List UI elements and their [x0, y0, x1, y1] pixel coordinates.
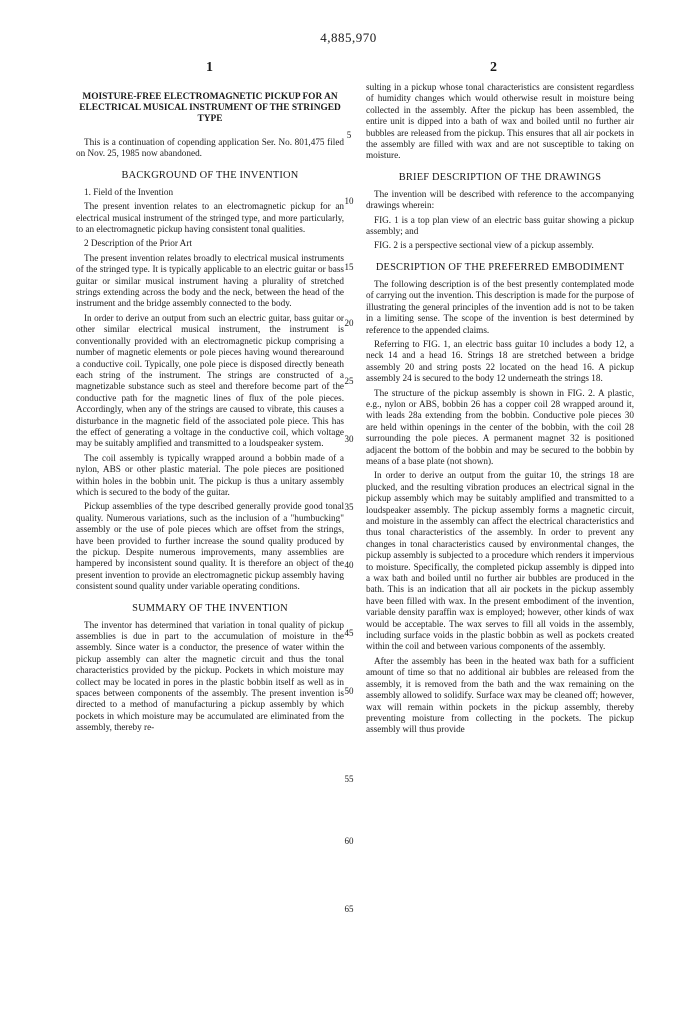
line-number: 35: [344, 502, 354, 512]
line-number: 50: [344, 686, 354, 696]
line-number: 10: [344, 196, 354, 206]
paragraph: In order to derive an output from the guitar 10, the strings 18 are plucked, and the resulting vibration produces an electrical signal in the pickup assembly which may be suitably amplified and transmitted to a loudspeaker assembly. The pickup assembly forms a magnetic circuit, and moisture in the assembly can affect the electrical characteristics and thus tonal characteristics of the assembly. In order to prevent any changes in tonal characteristics caused by environmental changes, the pickup assembly is subjected to a procedure which renders it impervious to moisture. Specifically, the completed pickup assembly is dipped into a wax bath and boiled until no further air bubbles are produced in the bath. This is an indication that all air pockets in the pickup assembly have been filled with wax. In the present embodiment of the invention, variable density paraffin wax is employed; however, other kinds of wax would be acceptable. The wax serves to fill all voids in the assembly, including surface voids in the plastic bobbin as well as pockets created within the coil and between various components of the assembly.: [366, 470, 634, 652]
paragraph: sulting in a pickup whose tonal characteristics are consistent regardless of humidity changes which would otherwise result in moisture being collected in the assembly. After the pickup has been assembled, the entire unit is dipped into a bath of wax and boiled until no further air bubbles are released from the pickup. This ensures that all air pockets in the assembly are filled with wax and are not susceptible to taking on moisture.: [366, 82, 634, 161]
paragraph: FIG. 1 is a top plan view of an electric bass guitar showing a pickup assembly; and: [366, 214, 634, 237]
paragraph: The inventor has determined that variation in tonal quality of pickup assemblies is due in part to the accumulation of moisture in the assembly. Since water is a conductor, the presence of water within the pickup assembly can alter the magnetic circuit and thus the tonal characteristics provided by the pickup. Pockets in which moisture may collect may be located in pores in the plastic bobbin itself as well as in spaces between components of the assembly. The present invention is directed to a method of manufacturing a pickup assembly by which pockets in which moisture may be accumulated are eliminated from the assembly, thereby re-: [76, 619, 344, 733]
subheading-prior-art: 2 Description of the Prior Art: [84, 238, 192, 249]
patent-title: MOISTURE-FREE ELECTROMAGNETIC PICKUP FOR AN ELECTRICAL MUSICAL INSTRUMENT OF THE STRINGED TYPE: [79, 92, 341, 124]
paragraph: Referring to FIG. 1, an electric bass guitar 10 includes a body 12, a neck 14 and a head 16. Strings 18 are stretched between a bridge assembly 20 and string posts 22 located on the head 16. A pickup assembly 24 is secured to the body 12 underneath the strings 18.: [366, 338, 634, 384]
paragraph: The structure of the pickup assembly is shown in FIG. 2. A plastic, e.g., nylon or ABS, bobbin 26 has a copper coil 28 wrapped around it, with leads 28a extending from the bobbin. Conductive pole pieces 30 are held within openings in the center of the bobbin, with the coil 28 surrounding the pole pieces. A permanent magnet 32 is positioned adjacent the bottom of the bobbin and may be secured to the bobbin by means of a base plate (not shown).: [366, 387, 634, 466]
column-number-right: 2: [490, 60, 497, 75]
paragraph: FIG. 2 is a perspective sectional view of a pickup assembly.: [374, 240, 594, 251]
text-column-right: [366, 82, 634, 739]
patent-number: 4,885,970: [320, 30, 377, 45]
line-number: 45: [344, 628, 354, 638]
line-number: 25: [344, 376, 354, 386]
paragraph: The coil assembly is typically wrapped around a bobbin made of a nylon, ABS or other plastic material. The pole pieces are positioned within holes in the bobbin unit. The pickup is thus a unitary assembly which is secured to the body of the guitar.: [76, 452, 344, 497]
paragraph: The invention will be described with reference to the accompanying drawings wherein:: [366, 188, 634, 211]
line-number: 40: [344, 560, 354, 570]
heading-summary: SUMMARY OF THE INVENTION: [132, 602, 288, 614]
line-number: 20: [344, 318, 354, 328]
paragraph: The following description is of the best presently contemplated mode of carrying out the invention. This description is made for the purpose of illustrating the general principles of the invention add is not to be taken in a limiting sense. The scope of the invention is best determined by reference to the appended claims.: [366, 278, 634, 335]
heading-brief-description: BRIEF DESCRIPTION OF THE DRAWINGS: [398, 171, 602, 183]
heading-background: BACKGROUND OF THE INVENTION: [121, 169, 299, 181]
line-number: 60: [344, 836, 354, 846]
paragraph: The present invention relates broadly to electrical musical instruments of the stringed type. It is typically applicable to an electric guitar or bass guitar or similar musical instrument having a plurality of stretched strings extending across the body and the neck, between the head of the instrument and the bridge assembly connected to the body.: [76, 252, 344, 309]
line-number: 65: [344, 904, 354, 914]
heading-preferred-embodiment: DESCRIPTION OF THE PREFERRED EMBODIMENT: [375, 261, 625, 273]
text-column-left: [76, 82, 344, 737]
paragraph: In order to derive an output from such an electric guitar, bass guitar or other similar electrical musical instrument, the instrument is conventionally provided with an electromagnetic pickup comprising a number of magnetic elements or pole pieces having wound therearound a conductive coil. Typically, one pole piece is disposed directly beneath each string of the instrument. The strings are constructed of a magnetizable substance such as steel and therefore become part of the conductive path for the magnetic lines of flux of the pole pieces. Accordingly, when any of the strings are caused to vibrate, this causes a disturbance in the magnetic field of the associated pole piece. This has the effect of generating a voltage in the conductive coil, which voltage may be suitably amplified and transmitted to a loudspeaker system.: [76, 312, 344, 449]
line-number: 15: [344, 262, 354, 272]
line-number: 5: [346, 130, 352, 140]
continuation-note: This is a continuation of copending application Ser. No. 801,475 filed on Nov. 25, 1985 now abandoned.: [76, 137, 344, 159]
column-number-left: 1: [206, 60, 213, 75]
subheading-field: 1. Field of the Invention: [84, 186, 174, 197]
line-number: 55: [344, 774, 354, 784]
paragraph: The present invention relates to an electromagnetic pickup for an electrical musical instrument of the stringed type, and more particularly, to an electromagnetic pickup having consistent tonal qualities.: [76, 201, 344, 235]
paragraph: After the assembly has been in the heated wax bath for a sufficient amount of time so that no additional air bubbles are released from the assembly, it is removed from the bath and the wax remaining on the assembly allowed to solidify. Surface wax may be cleaned off; however, wax will remain within pockets in the pickup assembly, thereby preventing moisture from collecting in the pockets. The pickup assembly will thus provide: [366, 655, 634, 735]
line-number: 30: [344, 434, 354, 444]
paragraph: Pickup assemblies of the type described generally provide good tonal quality. Numerous variations, such as the inclusion of a "humbucking" assembly or the use of pole pieces which are offset from the strings, have been provided to further increase the sound quality produced by the pickup. Despite numerous improvements, many assemblies are hampered by inconsistent sound quality. It is therefore an object of the present invention to provide an electromagnetic pickup assembly having consistent sound quality under variable operating conditions.: [76, 501, 344, 592]
